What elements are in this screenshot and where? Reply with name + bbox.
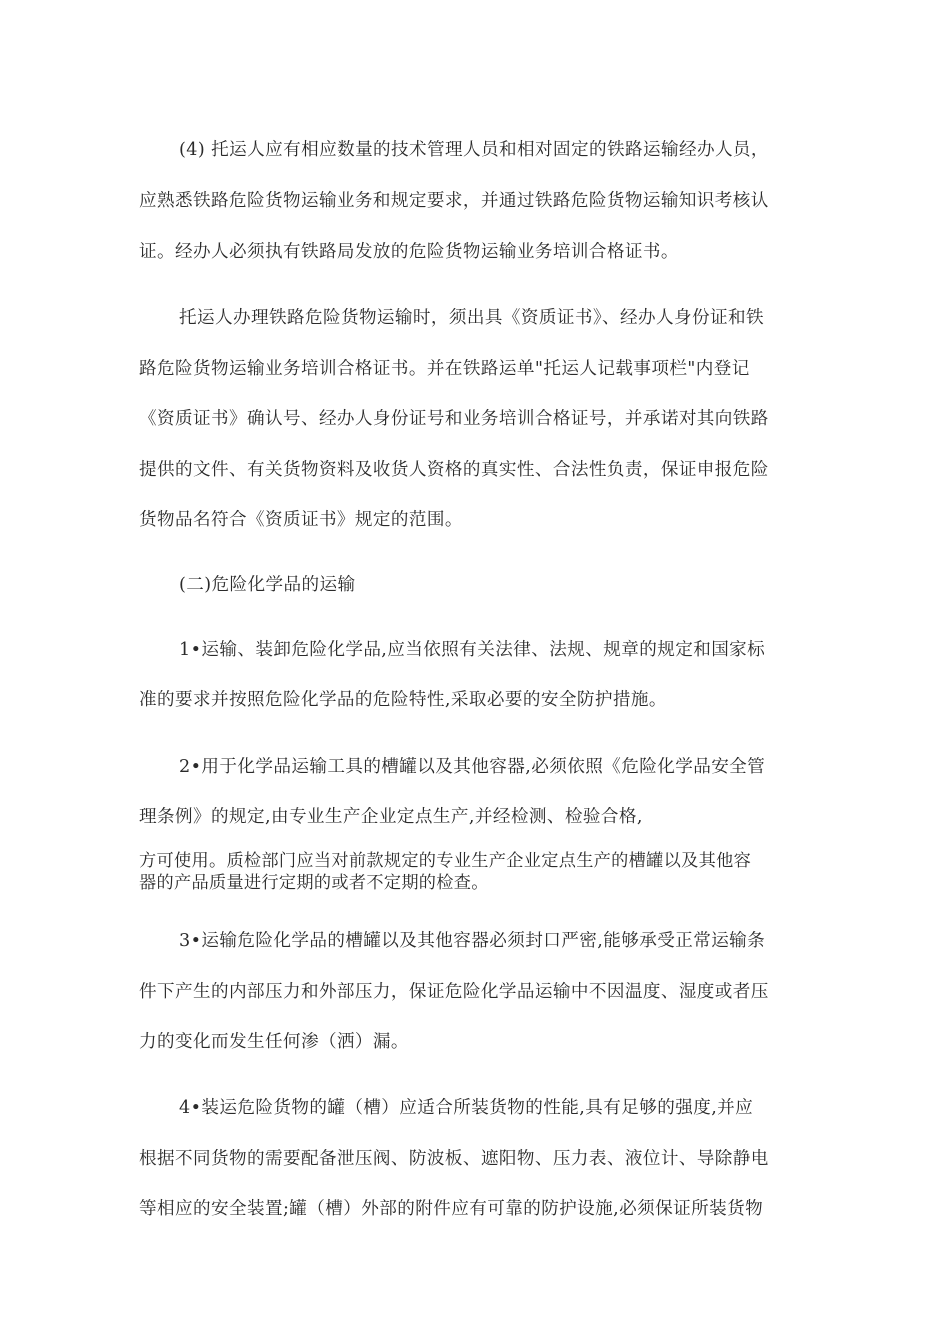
- item-1-line-2: 准的要求并按照危险化学品的危险特性,采取必要的安全防护措施。: [139, 690, 667, 710]
- paragraph-4-line-1: (4) 托运人应有相应数量的技术管理人员和相对固定的铁路运输经办人员，: [179, 140, 769, 160]
- paragraph-shipper-line-2: 路危险货物运输业务培训合格证书。并在铁路运单"托运人记载事项栏"内登记: [139, 359, 750, 379]
- item-4-line-2: 根据不同货物的需要配备泄压阀、防波板、遮阳物、压力表、液位计、导除静电: [139, 1149, 769, 1169]
- item-1-line-1: 1•运输、装卸危险化学品,应当依照有关法律、法规、规章的规定和国家标: [179, 640, 766, 660]
- section-heading: (二)危险化学品的运输: [179, 575, 356, 595]
- item-3-line-2: 件下产生的内部压力和外部压力，保证危险化学品运输中不因温度、湿度或者压: [139, 982, 769, 1002]
- item-3-line-1: 3•运输危险化学品的槽罐以及其他容器必须封口严密,能够承受正常运输条: [179, 931, 766, 951]
- paragraph-shipper-line-4: 提供的文件、有关货物资料及收货人资格的真实性、合法性负责，保证申报危险: [139, 460, 769, 480]
- item-4-line-1: 4•装运危险货物的罐（槽）应适合所装货物的性能,具有足够的强度,并应: [179, 1098, 754, 1118]
- item-2-line-4: 器的产品质量进行定期的或者不定期的检查。: [139, 873, 489, 893]
- item-2-line-2: 理条例》的规定,由专业生产企业定点生产,并经检测、检验合格,: [139, 807, 643, 827]
- paragraph-4-line-3: 证。经办人必须执有铁路局发放的危险货物运输业务培训合格证书。: [139, 242, 679, 262]
- item-3-line-3: 力的变化而发生任何渗（洒）漏。: [139, 1032, 409, 1052]
- paragraph-shipper-line-3: 《资质证书》确认号、经办人身份证号和业务培训合格证号，并承诺对其向铁路: [139, 409, 769, 429]
- paragraph-4-line-2: 应熟悉铁路危险货物运输业务和规定要求，并通过铁路危险货物运输知识考核认: [139, 191, 769, 211]
- paragraph-shipper-line-1: 托运人办理铁路危险货物运输时，须出具《资质证书》、经办人身份证和铁: [179, 308, 764, 328]
- item-2-line-3: 方可使用。质检部门应当对前款规定的专业生产企业定点生产的槽罐以及其他容: [139, 851, 752, 871]
- item-4-line-3: 等相应的安全装置;罐（槽）外部的附件应有可靠的防护设施,必须保证所装货物: [139, 1199, 764, 1219]
- paragraph-shipper-line-5: 货物品名符合《资质证书》规定的范围。: [139, 510, 463, 530]
- item-2-line-1: 2•用于化学品运输工具的槽罐以及其他容器,必须依照《危险化学品安全管: [179, 757, 766, 777]
